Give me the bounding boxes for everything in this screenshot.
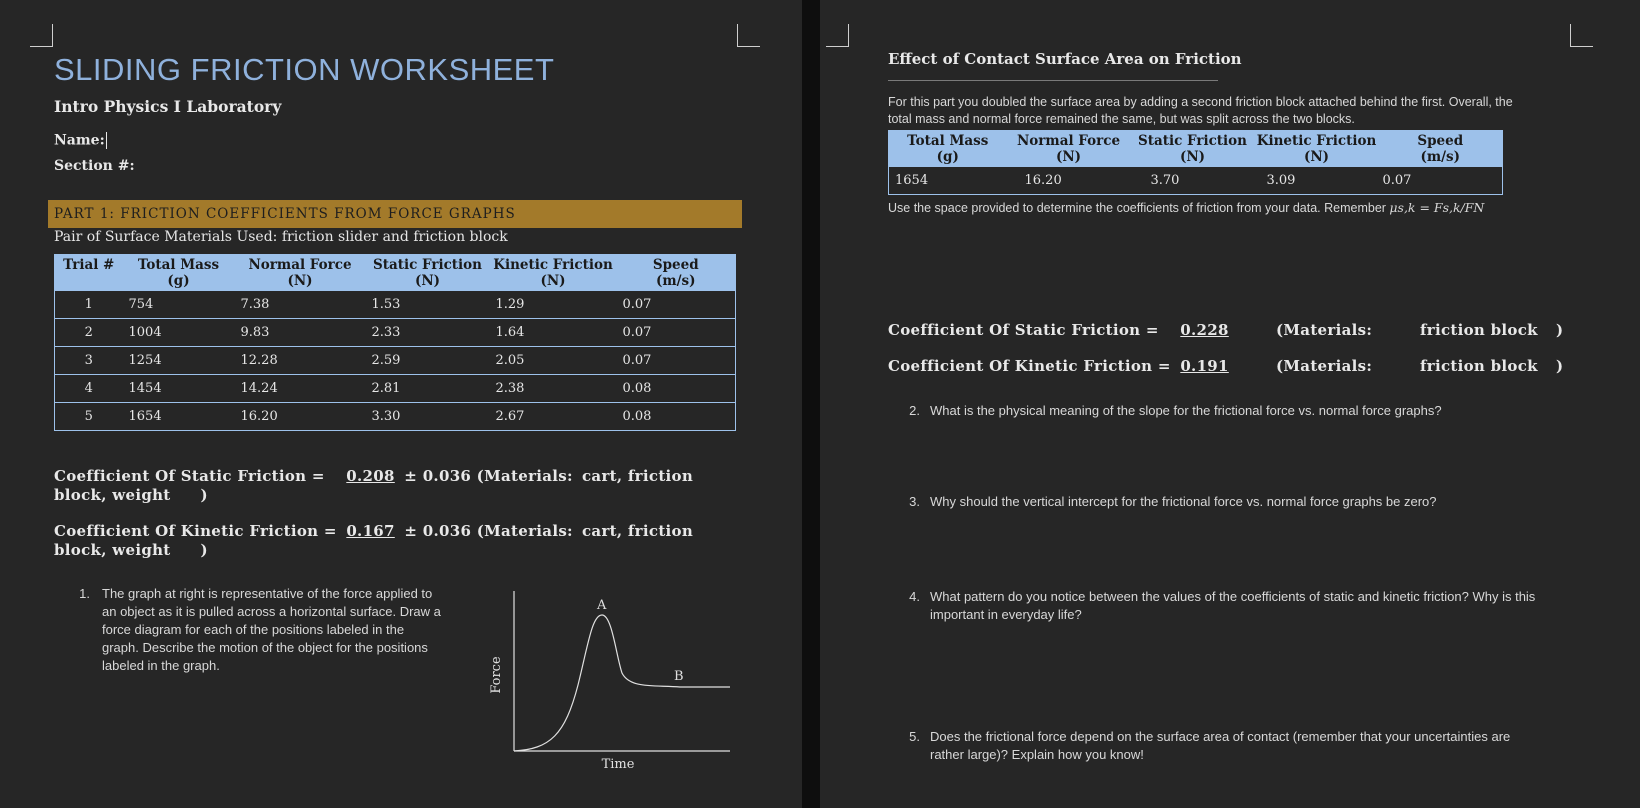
margin-corner-mark [737,24,760,47]
header-speed: Speed (m/s) [617,255,736,291]
cell-static[interactable]: 2.33 [366,319,490,347]
cell-mass[interactable]: 1004 [123,319,235,347]
instruction-line[interactable] [888,199,1484,217]
static-coef-label: Coefficient Of Static Friction = [888,321,1165,339]
table-row[interactable] [889,167,1503,195]
static-coefficient-line[interactable] [54,467,754,485]
instruction-text: Use the space provided to determine the coefficients of friction from your data. Remember [888,201,1390,215]
table-row[interactable] [55,319,736,347]
table-row[interactable] [55,291,736,319]
question-text: Does the frictional force depend on the surface area of contact (remember that your uncertainties are [930,729,1511,744]
close-paren: ) [200,541,208,559]
left-page[interactable] [0,0,802,808]
graph-ylabel: Force [489,656,504,694]
cell-kinetic[interactable]: 2.38 [490,375,617,403]
static-coef-label: Coefficient Of Static Friction = [54,467,331,485]
cell-normal[interactable]: 16.20 [1007,167,1131,195]
cell-static[interactable]: 2.59 [366,347,490,375]
margin-corner-mark [826,24,849,47]
cell-kinetic[interactable]: 2.67 [490,403,617,431]
question-text: Why should the vertical intercept for the frictional force vs. normal force graphs be zero? [930,494,1437,509]
kinetic-coef-value[interactable]: 0.191 [1180,357,1229,375]
question-1[interactable] [70,585,470,675]
kinetic-coefficient-line-cont [54,541,208,559]
table-row[interactable] [55,347,736,375]
cell-kinetic[interactable]: 1.29 [490,291,617,319]
intro-text: For this part you doubled the surface area by adding a second friction block attached behind the first. Overall, the [888,95,1513,109]
question-text: What is the physical meaning of the slope for the frictional force vs. normal force graphs? [930,403,1442,418]
right-page[interactable] [820,0,1640,808]
question-2[interactable] [908,402,1608,420]
static-coef-materials[interactable]: cart, friction [582,467,694,485]
cell-mass[interactable]: 1654 [123,403,235,431]
kinetic-coef-label: Coefficient Of Kinetic Friction = [54,522,343,540]
cell-trial[interactable]: 1 [55,291,123,319]
section-heading[interactable]: Effect of Contact Surface Area on Friction [888,50,1242,68]
cell-speed[interactable]: 0.07 [1379,167,1503,195]
question-text: force diagram for each of the positions labeled in the [102,622,405,637]
question-3[interactable] [908,493,1608,511]
static-coef-materials[interactable]: friction block [1420,321,1538,339]
static-coefficient-line[interactable] [888,321,1608,339]
close-paren: ) [200,486,208,504]
header-static-friction: Static Friction (N) [1131,131,1255,167]
question-text: What pattern do you notice between the values of the coefficients of static and kinetic friction? Why is this [930,589,1536,604]
question-text: graph. Describe the motion of the object for the positions [102,640,428,655]
cell-kinetic[interactable]: 2.05 [490,347,617,375]
graph-label-a: A [597,598,607,613]
question-text: The graph at right is representative of the force applied to [102,586,433,601]
cell-speed[interactable]: 0.08 [617,403,736,431]
header-kinetic-friction: Kinetic Friction (N) [1255,131,1379,167]
question-text: labeled in the graph. [102,658,220,673]
name-field[interactable] [54,132,107,149]
friction-data-table[interactable] [54,254,736,431]
cell-static[interactable]: 1.53 [366,291,490,319]
question-text: an object as it is pulled across a horizontal surface. Draw a [102,604,441,619]
name-label: Name: [54,132,105,149]
question-text: important in everyday life? [930,607,1082,622]
header-total-mass: Total Mass (g) [123,255,235,291]
static-coef-uncertainty: ± 0.036 (Materials: [398,467,573,485]
kinetic-coef-label: Coefficient Of Kinetic Friction = [888,357,1177,375]
margin-corner-mark [30,24,53,47]
force-time-graph[interactable] [480,585,740,775]
static-coef-value[interactable]: 0.208 [346,467,395,485]
static-coefficient-line-cont [54,486,208,504]
table-header-row [889,131,1503,167]
kinetic-coefficient-line[interactable] [888,357,1608,375]
kinetic-coef-materials[interactable]: friction block [1420,357,1538,375]
cell-normal[interactable]: 16.20 [235,403,366,431]
cell-mass[interactable]: 1654 [889,167,1007,195]
cell-speed[interactable]: 0.07 [617,319,736,347]
header-normal-force: Normal Force (N) [235,255,366,291]
question-number: 5. [909,729,920,744]
intro-text: total mass and normal force remained the same, but was split across the two blocks. [888,112,1355,126]
cell-mass[interactable]: 754 [123,291,235,319]
close-paren: ) [1556,357,1564,375]
table-row[interactable] [55,375,736,403]
kinetic-coefficient-line[interactable] [54,522,754,540]
cell-speed[interactable]: 0.07 [617,347,736,375]
question-text: rather large)? Explain how you know! [930,747,1144,762]
heading-underline [888,80,1218,81]
header-normal-force: Normal Force (N) [1007,131,1131,167]
cell-speed[interactable]: 0.08 [617,375,736,403]
question-number: 2. [909,403,920,418]
materials-label: (Materials: [1276,357,1373,375]
cell-static[interactable]: 3.70 [1131,167,1255,195]
question-number: 1. [79,586,90,601]
kinetic-coef-materials-cont[interactable]: block, weight [54,541,171,559]
cell-kinetic[interactable]: 1.64 [490,319,617,347]
table-row[interactable] [55,403,736,431]
kinetic-coef-materials[interactable]: cart, friction [582,522,694,540]
cell-trial[interactable]: 5 [55,403,123,431]
section-label[interactable]: Section #: [54,158,135,174]
cell-speed[interactable]: 0.07 [617,291,736,319]
header-kinetic-friction: Kinetic Friction (N) [490,255,617,291]
question-number: 3. [909,494,920,509]
cell-kinetic[interactable]: 3.09 [1255,167,1379,195]
cell-mass[interactable]: 1254 [123,347,235,375]
cell-normal[interactable]: 14.24 [235,375,366,403]
document-subtitle[interactable]: Intro Physics I Laboratory [54,97,282,116]
cell-trial[interactable]: 2 [55,319,123,347]
static-coef-materials-cont[interactable]: block, weight [54,486,171,504]
materials-line[interactable]: Pair of Surface Materials Used: friction slider and friction block [54,229,508,245]
part1-banner[interactable]: PART 1: FRICTION COEFFICIENTS FROM FORCE GRAPHS [48,200,742,228]
document-title[interactable]: SLIDING FRICTION WORKSHEET [54,52,555,87]
cell-trial[interactable]: 3 [55,347,123,375]
header-total-mass: Total Mass (g) [889,131,1007,167]
cell-normal[interactable]: 9.83 [235,319,366,347]
cell-static[interactable]: 2.81 [366,375,490,403]
header-static-friction: Static Friction (N) [366,255,490,291]
cell-trial[interactable]: 4 [55,375,123,403]
surface-area-table[interactable] [888,130,1503,195]
friction-formula: μs,k = Fs,k/FN [1389,200,1485,215]
cell-mass[interactable]: 1454 [123,375,235,403]
text-cursor [106,132,107,149]
static-coef-value[interactable]: 0.228 [1180,321,1229,339]
close-paren: ) [1556,321,1564,339]
table-header-row [55,255,736,291]
cell-normal[interactable]: 7.38 [235,291,366,319]
header-speed: Speed (m/s) [1379,131,1503,167]
margin-corner-mark [1570,24,1593,47]
header-trial: Trial # [55,255,123,291]
cell-static[interactable]: 3.30 [366,403,490,431]
intro-paragraph[interactable] [888,94,1513,128]
materials-label: (Materials: [1276,321,1373,339]
question-number: 4. [909,589,920,604]
kinetic-coef-uncertainty: ± 0.036 (Materials: [398,522,573,540]
graph-curve [514,615,730,751]
cell-normal[interactable]: 12.28 [235,347,366,375]
graph-label-b: B [674,669,684,684]
graph-xlabel: Time [601,757,635,772]
question-5[interactable] [908,728,1628,764]
question-4[interactable] [908,588,1628,624]
kinetic-coef-value[interactable]: 0.167 [346,522,395,540]
